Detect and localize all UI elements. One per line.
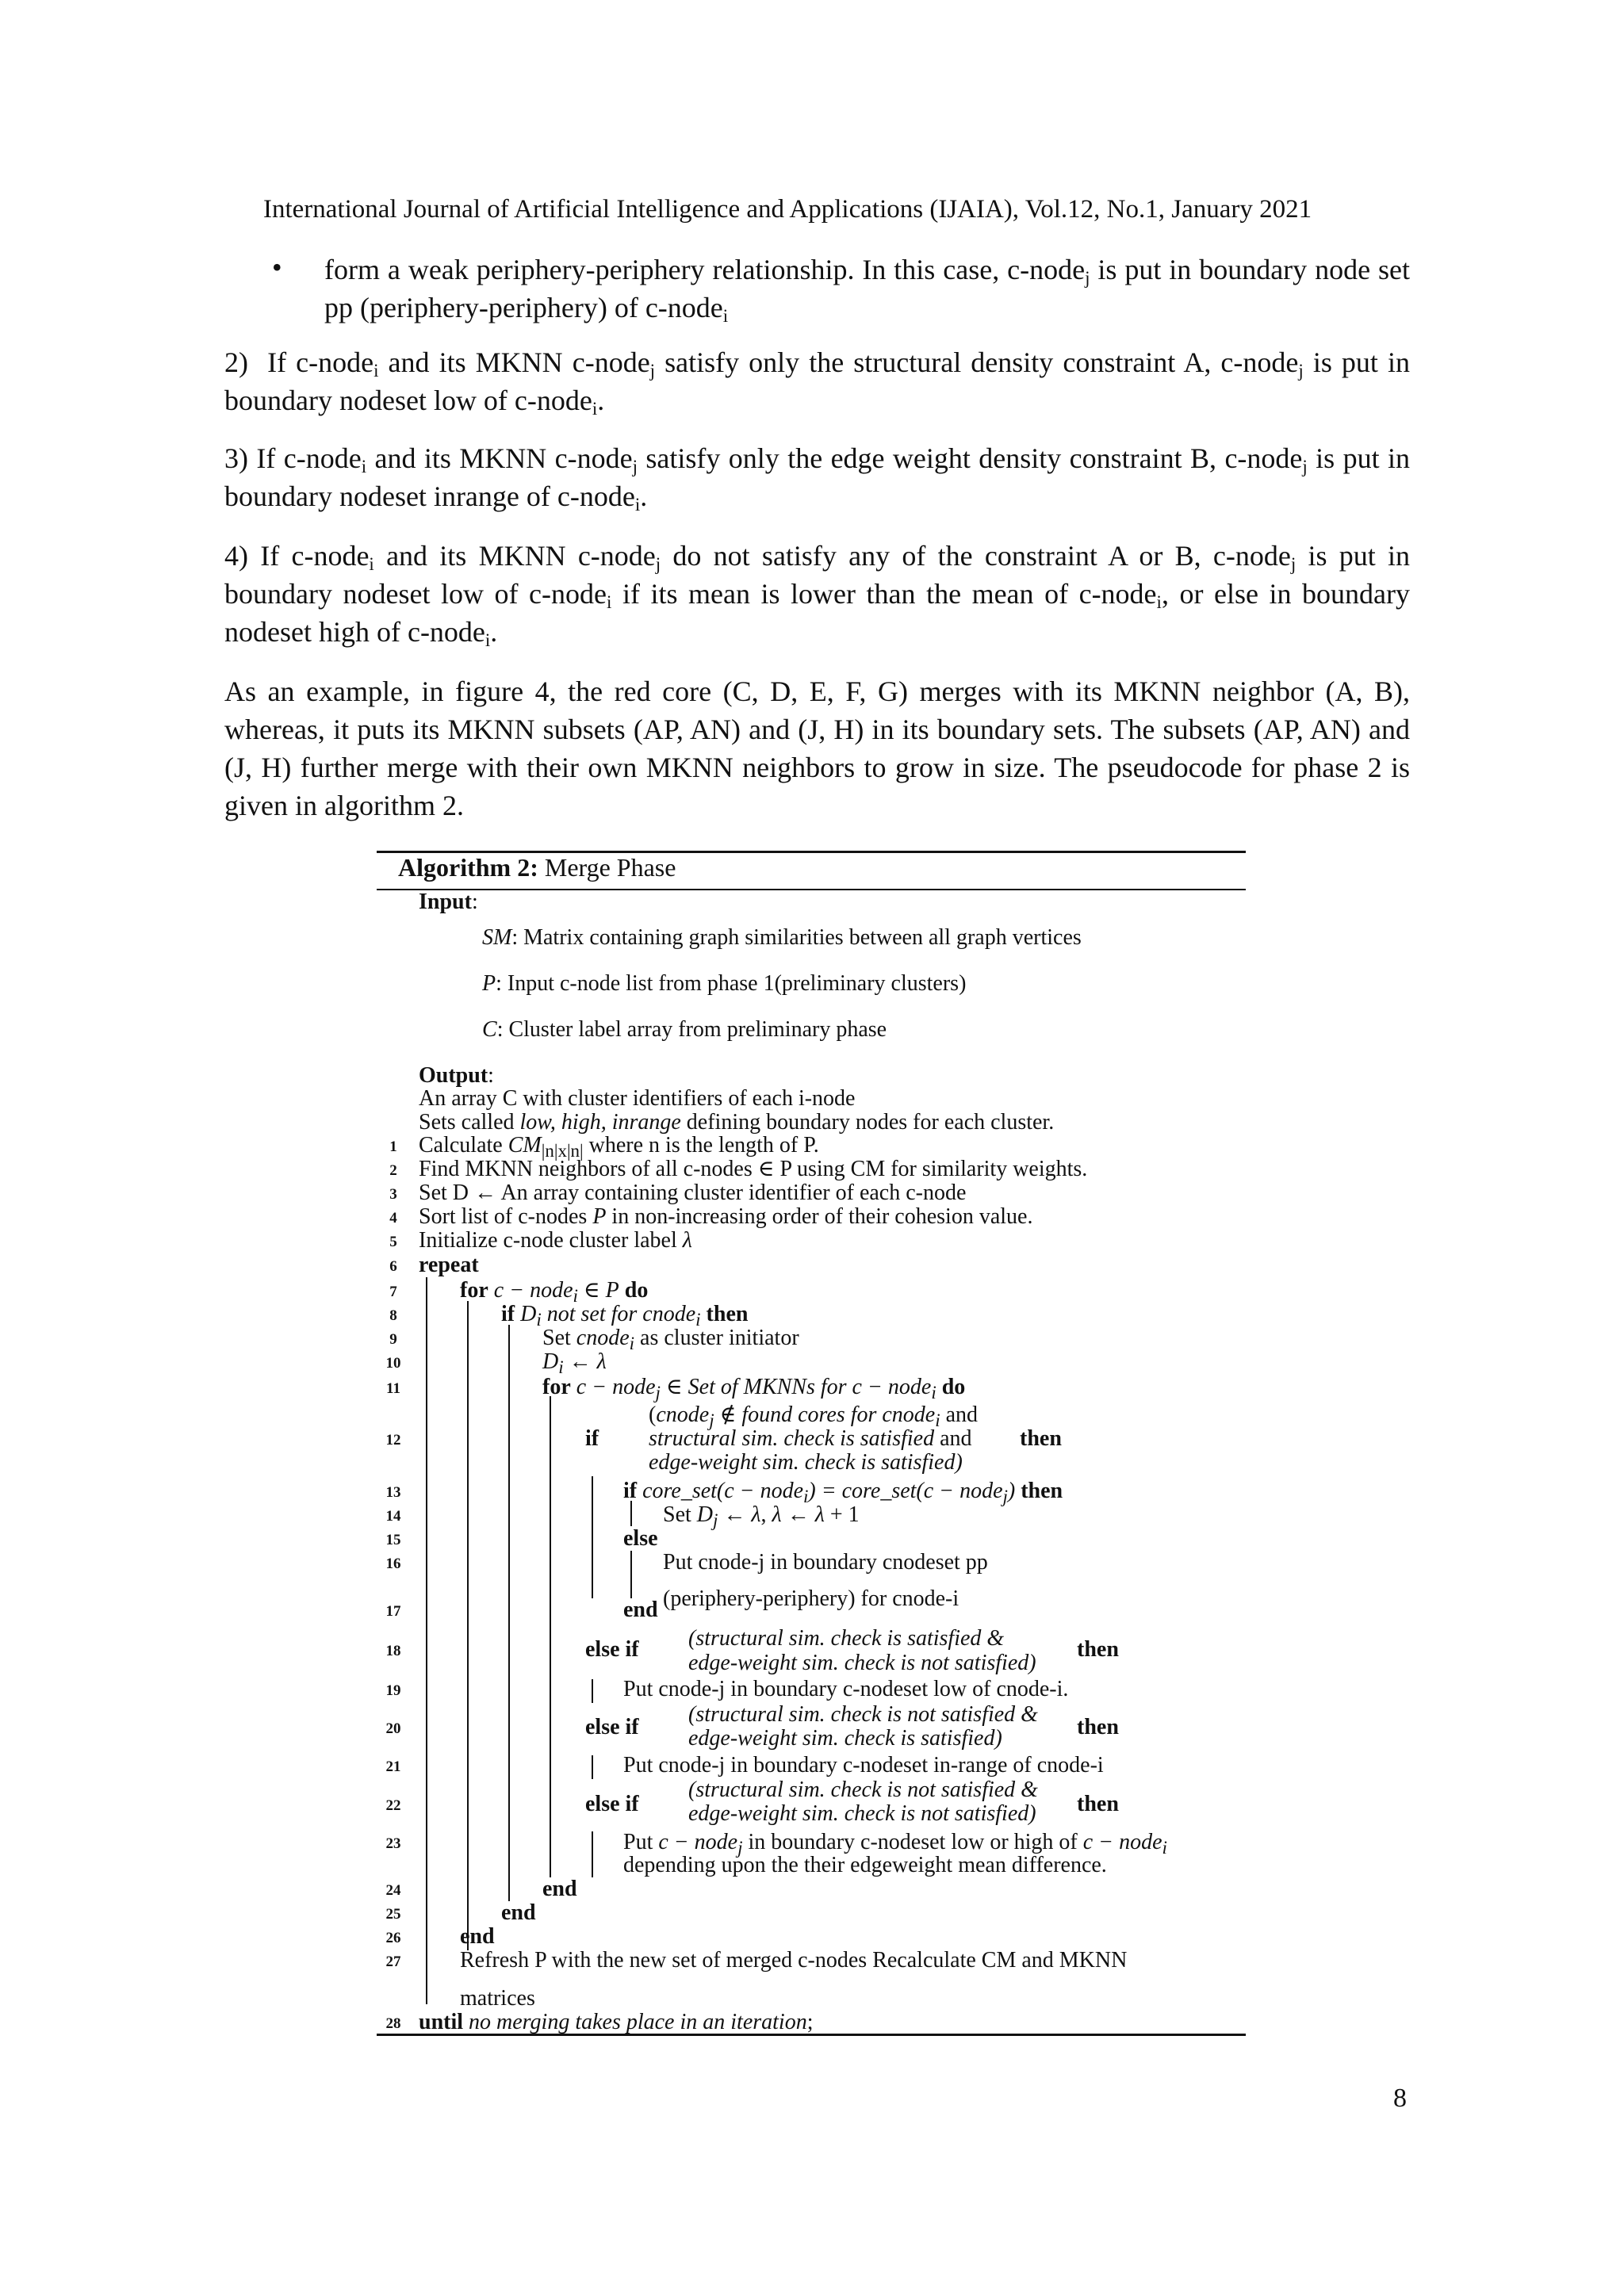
line-number-1: 1 bbox=[389, 1138, 397, 1155]
algorithm-line-28: until no merging takes place in an iteration; bbox=[419, 2010, 814, 2034]
line-number-14: 14 bbox=[385, 1508, 401, 1525]
line12-cond-b: structural sim. check is satisfied and bbox=[649, 1426, 972, 1451]
line-number-10: 10 bbox=[385, 1355, 401, 1372]
indent-guide-9 bbox=[592, 1755, 593, 1779]
algorithm-line-8: if $D_i$ not set for cnode$_i$ then bbox=[501, 1302, 749, 1330]
input-label: Input: bbox=[419, 890, 478, 914]
algorithm-line-2: Find MKNN neighbors of all c-nodes ∈ P using CM for similarity weights. bbox=[419, 1157, 1088, 1181]
input-sm: SM: Matrix containing graph similarities between all graph vertices bbox=[482, 925, 1082, 950]
line12-cond-c: edge-weight sim. check is satisfied) bbox=[649, 1450, 963, 1475]
output-sets: Sets called low, high, inrange defining boundary nodes for each cluster. bbox=[419, 1110, 1055, 1135]
line-number-17: 17 bbox=[385, 1603, 401, 1620]
line-number-28: 28 bbox=[385, 2015, 401, 2032]
algorithm-line-18: else if bbox=[585, 1637, 639, 1662]
line-number-7: 7 bbox=[389, 1284, 397, 1300]
indent-guide-10 bbox=[592, 1831, 593, 1877]
algorithm-title: Algorithm 2: Merge Phase bbox=[398, 853, 676, 882]
line20-cond-b: edge-weight sim. check is satisfied) bbox=[688, 1726, 1002, 1751]
indent-guide-1 bbox=[426, 1277, 427, 2004]
line12-cond-a: (cnode$_j$ ∉ found cores for cnode$_i$ and bbox=[649, 1402, 979, 1430]
output-label: Output: bbox=[419, 1063, 494, 1088]
indent-guide-2 bbox=[467, 1301, 469, 1950]
input-c: C: Cluster label array from preliminary phase bbox=[482, 1017, 887, 1042]
line16-continuation: (periphery-periphery) for cnode-i bbox=[663, 1586, 959, 1611]
algorithm-line-23: Put c − node$_j$ in boundary c-nodeset low or high of c − node$_i$ bbox=[623, 1830, 1167, 1858]
algorithm-line-25: end bbox=[501, 1900, 536, 1925]
indent-guide-6 bbox=[630, 1501, 632, 1526]
line-number-16: 16 bbox=[385, 1556, 401, 1572]
bullet-text: form a weak periphery-periphery relationship. In this case, c-node$_j$ is put in boundary node set pp (periphery-periphery) of c-node$_i$ bbox=[324, 254, 1410, 326]
line-number-20: 20 bbox=[385, 1720, 401, 1737]
line-number-26: 26 bbox=[385, 1930, 401, 1946]
line-number-12: 12 bbox=[385, 1432, 401, 1448]
line27-continuation: matrices bbox=[460, 1986, 535, 2011]
line-number-6: 6 bbox=[389, 1258, 397, 1275]
page-number: 8 bbox=[1393, 2084, 1407, 2113]
algorithm-line-6: repeat bbox=[419, 1253, 479, 1277]
line22-then: then bbox=[1077, 1792, 1119, 1816]
indent-guide-3 bbox=[508, 1325, 510, 1901]
algorithm-line-3: Set D ← An array containing cluster identifier of each c-node bbox=[419, 1181, 967, 1205]
algorithm-line-24: end bbox=[542, 1877, 577, 1901]
paragraph-4: 4) If c-node$_i$ and its MKNN c-node$_j$ do not satisfy any of the constraint A or B, c-node$_j$ is put in boundary nodeset low of c-node$_i$ if its mean is lower than the mean of c-node$_i$, or else in boundary nodeset high of c-node$_i$. bbox=[224, 540, 1410, 650]
algorithm-line-16: Put cnode-j in boundary cnodeset pp bbox=[663, 1550, 988, 1575]
line-number-11: 11 bbox=[386, 1380, 400, 1397]
line-number-18: 18 bbox=[385, 1643, 401, 1659]
algorithm-line-26: end bbox=[460, 1924, 495, 1949]
line-number-22: 22 bbox=[385, 1797, 401, 1814]
line22-cond-b: edge-weight sim. check is not satisfied) bbox=[688, 1801, 1036, 1826]
line-number-4: 4 bbox=[389, 1210, 397, 1226]
output-array: An array C with cluster identifiers of each i-node bbox=[419, 1086, 856, 1111]
line18-then: then bbox=[1077, 1637, 1119, 1662]
indent-guide-8 bbox=[592, 1679, 593, 1703]
algorithm-line-4: Sort list of c-nodes P in non-increasing order of their cohesion value. bbox=[419, 1204, 1033, 1229]
line-number-9: 9 bbox=[389, 1331, 397, 1348]
line-number-2: 2 bbox=[389, 1162, 397, 1179]
algorithm-line-13: if core_set(c − node$_i$) = core_set(c − node$_j$) then bbox=[623, 1479, 1063, 1506]
paragraph-2: 2) If c-node$_i$ and its MKNN c-node$_j$ satisfy only the structural density constraint A, c-node$_j$ is put in boundary nodeset low of c-node$_i$. bbox=[224, 346, 1410, 419]
line-number-3: 3 bbox=[389, 1186, 397, 1203]
algorithm-line-7: for c − node$_i$ ∈ P do bbox=[460, 1278, 649, 1306]
line23-continuation: depending upon the their edgeweight mean difference. bbox=[623, 1853, 1107, 1877]
algorithm-line-15: else bbox=[623, 1526, 658, 1551]
line18-cond-a: (structural sim. check is satisfied & bbox=[688, 1626, 1005, 1651]
algorithm-bottom-rule bbox=[377, 2034, 1246, 2036]
paragraph-example: As an example, in figure 4, the red core (C, D, E, F, G) merges with its MKNN neighbor (A, B), whereas, it puts its MKNN subsets (AP, AN) and (J, H) in its boundary sets. The subsets (AP, AN) and (J, H) further merge with their own MKNN neighbors to grow in size. The pseudocode for phase 2 is given in algorithm 2. bbox=[224, 675, 1410, 821]
line-number-8: 8 bbox=[389, 1307, 397, 1324]
algorithm-line-11: for c − node$_j$ ∈ Set of MKNNs for c − node$_i$ do bbox=[542, 1375, 966, 1402]
algorithm-line-20: else if bbox=[585, 1715, 639, 1739]
indent-guide-5 bbox=[592, 1476, 593, 1598]
line18-cond-b: edge-weight sim. check is not satisfied) bbox=[688, 1651, 1036, 1675]
algorithm-line-1: Calculate $CM_{|n|x|n|}$ where n is the length of P. bbox=[419, 1133, 819, 1161]
line-number-5: 5 bbox=[389, 1234, 397, 1250]
journal-header: International Journal of Artificial Intelligence and Applications (IJAIA), Vol.12, No.1, January 2021 bbox=[263, 195, 1312, 224]
algorithm-line-17: end bbox=[623, 1598, 658, 1622]
indent-guide-4 bbox=[550, 1396, 551, 1877]
line-number-27: 27 bbox=[385, 1954, 401, 1970]
line22-cond-a: (structural sim. check is not satisfied & bbox=[688, 1777, 1038, 1802]
algorithm-line-22: else if bbox=[585, 1792, 639, 1816]
algorithm-line-21: Put cnode-j in boundary c-nodeset in-range of cnode-i bbox=[623, 1753, 1104, 1777]
line-number-19: 19 bbox=[385, 1682, 401, 1699]
indent-guide-7 bbox=[630, 1551, 632, 1598]
algorithm-title-rule bbox=[377, 889, 1246, 890]
algorithm-line-19: Put cnode-j in boundary c-nodeset low of cnode-i. bbox=[623, 1677, 1069, 1701]
algorithm-line-9: Set cnode$_i$ as cluster initiator bbox=[542, 1326, 799, 1353]
line-number-15: 15 bbox=[385, 1532, 401, 1548]
algorithm-line-5: Initialize c-node cluster label λ bbox=[419, 1228, 692, 1253]
algorithm-line-10: $D_i$ ← λ bbox=[542, 1349, 607, 1377]
bullet-marker: • bbox=[272, 251, 282, 283]
line-number-24: 24 bbox=[385, 1882, 401, 1899]
line-number-23: 23 bbox=[385, 1835, 401, 1852]
line20-cond-a: (structural sim. check is not satisfied & bbox=[688, 1702, 1038, 1727]
line-number-13: 13 bbox=[385, 1484, 401, 1501]
algorithm-line-12: if bbox=[585, 1426, 599, 1451]
line12-then: then bbox=[1020, 1426, 1062, 1451]
paragraph-3: 3) If c-node$_i$ and its MKNN c-node$_j$ satisfy only the edge weight density constraint B, c-node$_j$ is put in boundary nodeset inrange of c-node$_i$. bbox=[224, 442, 1410, 515]
algorithm-line-27: Refresh P with the new set of merged c-nodes Recalculate CM and MKNN bbox=[460, 1948, 1128, 1973]
algorithm-line-14: Set $D_j$ ← λ, λ ← λ + 1 bbox=[663, 1502, 860, 1530]
line-number-25: 25 bbox=[385, 1906, 401, 1923]
line-number-21: 21 bbox=[385, 1758, 401, 1775]
input-p: P: Input c-node list from phase 1(preliminary clusters) bbox=[482, 971, 967, 996]
line20-then: then bbox=[1077, 1715, 1119, 1739]
